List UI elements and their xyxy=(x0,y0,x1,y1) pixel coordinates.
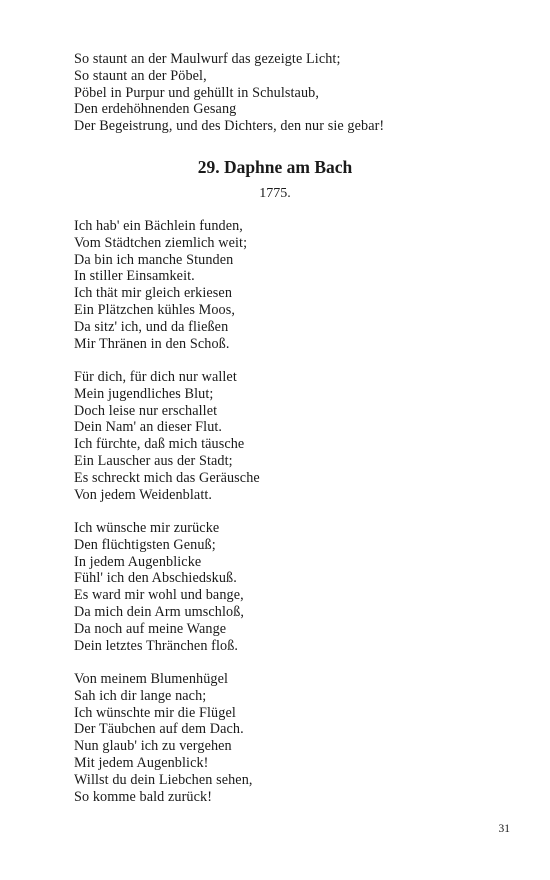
verse-line: Da noch auf meine Wange xyxy=(74,620,227,637)
verse-line: Mit jedem Augenblick! xyxy=(74,754,209,771)
verse-line: Ich thät mir gleich erkiesen xyxy=(74,285,233,302)
verse-line: Da bin ich manche Stunden xyxy=(74,251,234,268)
stanza-2 xyxy=(74,369,260,503)
verse-line: So komme bald zurück! xyxy=(74,788,213,805)
verse-line: Pöbel in Purpur und gehüllt in Schulstaub, xyxy=(74,84,319,101)
previous-poem-ending xyxy=(74,51,384,135)
verse-line: Fühl' ich den Abschiedskuß. xyxy=(74,570,237,587)
verse-line: Da sitz' ich, und da fließen xyxy=(74,318,229,335)
verse-line: Dein letztes Thränchen floß. xyxy=(74,637,239,654)
verse-line: Den flüchtigsten Genuß; xyxy=(74,536,216,553)
verse-line: Dein Nam' an dieser Flut. xyxy=(74,419,223,436)
verse-line: Es schreckt mich das Geräusche xyxy=(74,469,260,486)
verse-line: Mir Thränen in den Schoß. xyxy=(74,335,230,352)
verse-line: Doch leise nur erschallet xyxy=(74,402,218,419)
verse-line: Für dich, für dich nur wallet xyxy=(74,369,237,385)
verse-line: Ein Plätzchen kühles Moos, xyxy=(74,301,236,318)
verse-line: Den erdehöhnenden Gesang xyxy=(74,101,237,118)
verse-line: Da mich dein Arm umschloß, xyxy=(74,603,245,620)
poem-title: 29. Daphne am Bach xyxy=(197,157,353,177)
verse-line: In stiller Einsamkeit. xyxy=(74,268,195,285)
verse-line: Vom Städtchen ziemlich weit; xyxy=(74,234,248,251)
verse-line: Von jedem Weidenblatt. xyxy=(74,486,213,503)
verse-line: Es ward mir wohl und bange, xyxy=(74,587,244,604)
stanza-4 xyxy=(74,671,253,805)
verse-line: So staunt an der Maulwurf das gezeigte Licht; xyxy=(74,51,341,67)
stanza-1 xyxy=(74,218,247,352)
verse-line: So staunt an der Pöbel, xyxy=(74,67,207,84)
verse-line: In jedem Augenblicke xyxy=(74,553,202,570)
stanza-3 xyxy=(74,520,244,654)
verse-line: Ich hab' ein Bächlein funden, xyxy=(74,218,243,234)
poem-year: 1775. xyxy=(259,186,291,201)
verse-line: Sah ich dir lange nach; xyxy=(74,687,207,704)
verse-line: Willst du dein Liebchen sehen, xyxy=(74,771,253,788)
verse-line: Ein Lauscher aus der Stadt; xyxy=(74,452,233,469)
verse-line: Der Begeistrung, und des Dichters, den nur sie gebar! xyxy=(74,118,385,135)
page-number: 31 xyxy=(498,823,510,835)
verse-line: Ich wünsche mir zurücke xyxy=(74,520,220,536)
verse-line: Nun glaub' ich zu vergehen xyxy=(74,738,232,755)
verse-line: Ich fürchte, daß mich täusche xyxy=(74,436,245,453)
verse-line: Mein jugendliches Blut; xyxy=(74,385,214,402)
verse-line: Ich wünschte mir die Flügel xyxy=(74,704,236,721)
verse-line: Der Täubchen auf dem Dach. xyxy=(74,721,244,738)
verse-line: Von meinem Blumenhügel xyxy=(74,671,229,687)
